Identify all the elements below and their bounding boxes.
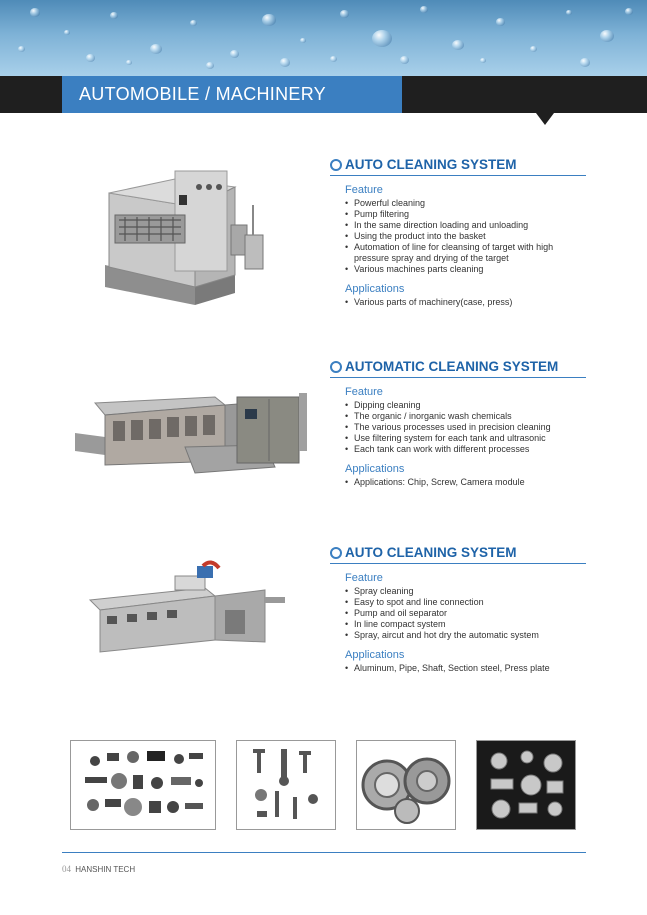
circle-bullet-icon <box>330 547 342 559</box>
water-drop <box>340 10 349 18</box>
water-drop <box>400 56 409 64</box>
list-item: • Aluminum, Pipe, Shaft, Section steel, Press plate <box>345 663 586 674</box>
list-item: • Pump and oil separator <box>345 608 586 619</box>
list-item: • Automation of line for cleansing of target with high pressure spray and drying of the target <box>345 242 586 264</box>
section-title: AUTOMATIC CLEANING SYSTEM <box>345 359 559 374</box>
feature-label: Feature <box>345 184 383 196</box>
water-drop <box>64 30 70 35</box>
list-item: • In the same direction loading and unloading <box>345 220 586 231</box>
section-auto-cleaning-2 <box>330 545 586 674</box>
water-drop <box>330 56 337 62</box>
feature-list <box>330 400 586 455</box>
section-automatic-cleaning <box>330 359 586 488</box>
gears-thumbnail <box>356 740 456 830</box>
section-title: AUTO CLEANING SYSTEM <box>345 157 517 172</box>
gear-icon <box>357 741 455 829</box>
metal-parts-icon <box>477 741 575 829</box>
water-drop-banner <box>0 0 647 76</box>
feature-label: Feature <box>345 572 383 584</box>
list-item: • Using the product into the basket <box>345 231 586 242</box>
list-item: • Easy to spot and line connection <box>345 597 586 608</box>
list-item: • Pump filtering <box>345 209 586 220</box>
bolts-icon <box>237 741 335 829</box>
water-drop <box>150 44 162 54</box>
applications-label: Applications <box>345 283 405 295</box>
water-drop <box>206 62 214 69</box>
applications-label: Applications <box>345 463 405 475</box>
water-drop <box>372 30 392 47</box>
section-header <box>330 545 586 564</box>
bolts-shafts-thumbnail <box>236 740 336 830</box>
water-drop <box>126 60 132 65</box>
list-item: • Applications: Chip, Screw, Camera module <box>345 477 586 488</box>
feature-list <box>330 198 586 275</box>
auto-cleaning-machine-image <box>95 165 275 315</box>
water-drop <box>496 18 505 26</box>
water-drop <box>262 14 276 26</box>
list-item: • Spray cleaning <box>345 586 586 597</box>
applications-label: Applications <box>345 649 405 661</box>
list-item: • The various processes used in precision cleaning <box>345 422 586 433</box>
page-title-box <box>62 76 402 113</box>
list-item: • The organic / inorganic wash chemicals <box>345 411 586 422</box>
automatic-cleaning-machine-image <box>65 375 315 485</box>
list-item: • Spray, aircut and hot dry the automatic system <box>345 630 586 641</box>
page-title: AUTOMOBILE / MACHINERY <box>79 84 326 104</box>
water-drop <box>452 40 464 50</box>
section-auto-cleaning-1 <box>330 157 586 308</box>
company-name: HANSHIN TECH <box>75 865 136 874</box>
machined-parts-thumbnail <box>476 740 576 830</box>
water-drop <box>86 54 95 62</box>
feature-label: Feature <box>345 386 383 398</box>
list-item: • Use filtering system for each tank and ultrasonic <box>345 433 586 444</box>
page-number: 04 <box>62 864 71 874</box>
water-drop <box>300 38 306 43</box>
water-drop <box>18 46 25 52</box>
list-item: • In line compact system <box>345 619 586 630</box>
water-drop <box>600 30 614 42</box>
feature-list <box>330 586 586 641</box>
water-drop <box>420 6 428 13</box>
water-drop <box>230 50 239 58</box>
list-item: • Powerful cleaning <box>345 198 586 209</box>
water-drop <box>110 12 118 19</box>
section-header <box>330 359 586 378</box>
section-title: AUTO CLEANING SYSTEM <box>345 545 517 560</box>
water-drop <box>190 20 197 26</box>
footer-divider <box>62 852 586 853</box>
list-item: • Various machines parts cleaning <box>345 264 586 275</box>
list-item: • Dipping cleaning <box>345 400 586 411</box>
auto-parts-thumbnail <box>70 740 216 830</box>
applications-list <box>330 297 586 308</box>
title-notch <box>536 113 554 125</box>
footer <box>62 864 135 874</box>
water-drop <box>566 10 572 15</box>
water-drop <box>280 58 290 67</box>
auto-parts-icon <box>71 741 215 829</box>
applications-list <box>330 477 586 488</box>
list-item: • Each tank can work with different processes <box>345 444 586 455</box>
section-header <box>330 157 586 176</box>
water-drop <box>480 58 486 63</box>
water-drop <box>530 46 537 52</box>
water-drop <box>625 8 633 15</box>
water-drop <box>30 8 40 17</box>
water-drop <box>580 58 590 67</box>
circle-bullet-icon <box>330 361 342 373</box>
list-item: • Various parts of machinery(case, press) <box>345 297 586 308</box>
applications-list <box>330 663 586 674</box>
spray-cleaning-machine-image <box>85 560 290 660</box>
circle-bullet-icon <box>330 159 342 171</box>
